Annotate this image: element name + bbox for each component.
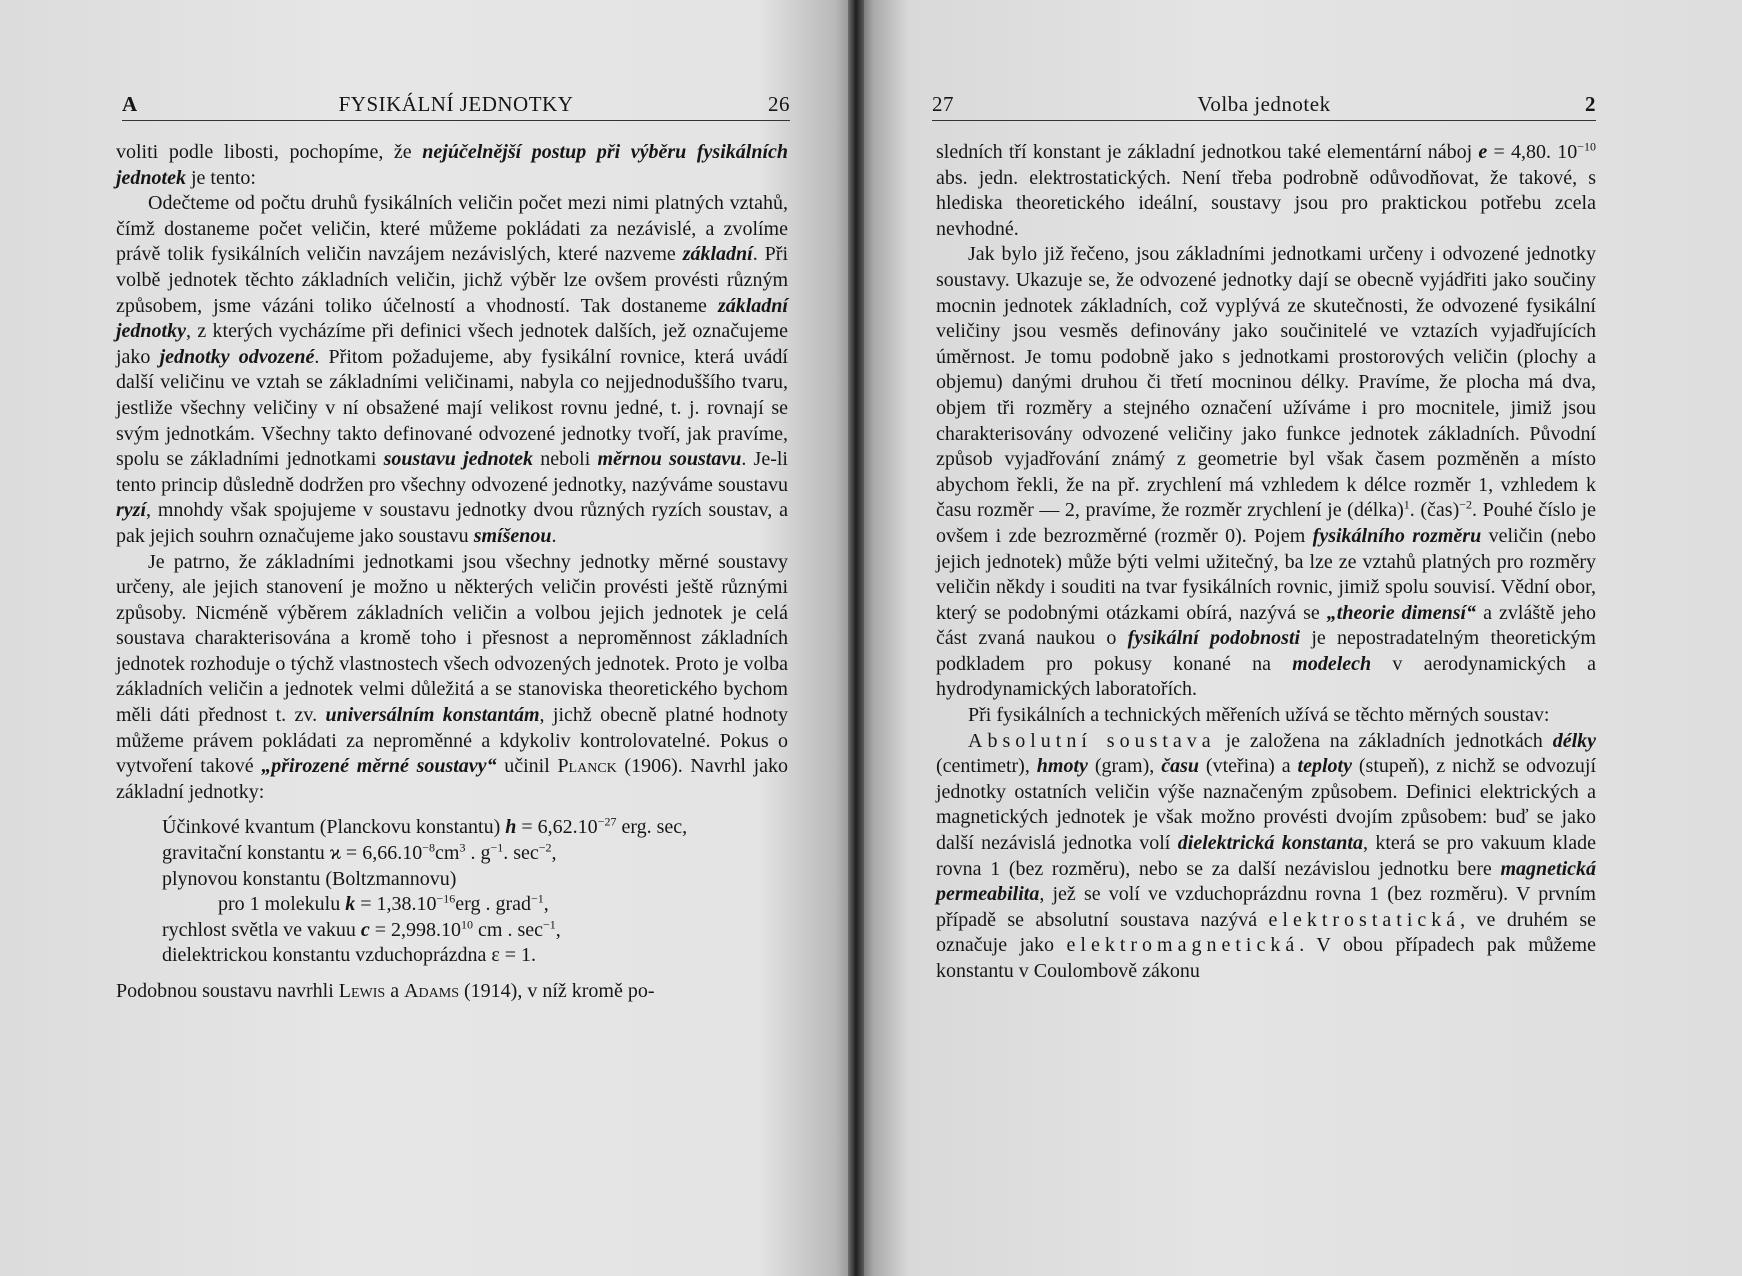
text-run: , mnohdy však spojujeme v soustavu jednotky dvou různých ryzích soustav, a pak jejich souhrn označujeme jako soustavu <box>116 499 788 547</box>
exponent: 10 <box>461 917 474 932</box>
text-run: a zvláště jeho část zvaná naukou o <box>936 601 1596 650</box>
text-run: . (čas) <box>1409 499 1460 522</box>
text-run: = 6,62.10 <box>516 816 598 839</box>
text-run: Odečteme od počtu druhů fysikálních veličin počet mezi nimi platných vztahů, čímž dostaneme počet veličin, které můžeme pokládati za nezávislé, a zvolíme právě tolik fysikálních veličin navzájem nezávislých, které nazveme <box>116 192 788 266</box>
text-run: = 4,80. 10 <box>1487 141 1578 163</box>
emphasis-text: jednotky odvozené <box>159 345 315 368</box>
text-run: je tento: <box>186 166 256 189</box>
text-run: (vteřina) a <box>1198 755 1298 778</box>
text-run: gravitační konstantu ϰ = 6,66.10 <box>162 842 423 865</box>
text-run: , <box>555 918 561 941</box>
text-run: erg. sec, <box>616 816 688 839</box>
text-run: abs. jedn. elektrostatických. Není třeba podrobně odůvodňovat, že takové, s hlediska theoretického ideální, soustavy jsou pro praktickou potřebu zcela nevhodné. <box>936 166 1596 240</box>
emphasis-text: soustavu jednotek <box>383 448 534 471</box>
right-running-head <box>932 92 1596 121</box>
formula-line-f6 <box>162 943 788 969</box>
paragraph-p4 <box>116 979 788 1005</box>
paragraph-r2 <box>936 242 1596 703</box>
text-run: erg . grad <box>455 893 531 916</box>
text-run: Jak bylo již řečeno, jsou základními jednotkami určeny i odvozené jednotky soustavy. Ukazuje se, že odvozené jednotky dají se obecně vyjádřiti jako součiny mocnin jednotek základních, což vyplývá ze skutečnosti, že odvozené fysikální veličiny jsou vesměs definovány jako součinitelé ve vztazích vyjadřujících úměrnost. Je tomu podobně jako s jednotkami prostorových veličin (plochy a objemu) danými druhou či třetí mocninou délky. Pravíme, že plocha má dva, objem tři rozměry a stejného označení užíváme i pro mocnitele, jimiž jsou charakterisovány odvozené veličiny jako funkce jednotek základních. Původní způsob vyjadřování známý z geometrie byl však časem pozměněn a místo abychom řekli, že na př. zrychlení má vzhledem k délce rozměr 1, vzhledem k času rozměr — 2, pravíme, že rozměr zrychlení je (délka) <box>936 243 1596 522</box>
emphasis-text: měrnou soustavu <box>597 448 742 471</box>
exponent: −27 <box>597 814 617 829</box>
exponent: −2 <box>1459 497 1473 512</box>
exponent: 1 <box>1403 497 1410 512</box>
emphasis-text: základní <box>682 243 753 266</box>
exponent: −8 <box>422 840 435 855</box>
emphasis-text: magnetická permeabilita <box>936 857 1596 906</box>
text-run: cm . sec <box>473 918 543 941</box>
text-run: elektrostatická <box>1268 908 1461 931</box>
text-run: , <box>551 842 557 865</box>
text-run: . Při volbě jednotek těchto základních veličin, jichž výběr lze ovšem provésti různým způsobem, jsme vázáni toliko účelností a vhodností. Tak dostaneme <box>116 243 788 317</box>
emphasis-text: ryzí <box>116 499 146 522</box>
emphasis-text: „theorie dimensí“ <box>1326 601 1477 624</box>
formula-line-f1 <box>162 815 788 841</box>
book-spine <box>848 0 864 1276</box>
emphasis-text: c <box>360 918 370 941</box>
text-run: veličin (nebo jejich jednotek) může býti velmi užitečný, ba lze ze vztahů platných pro rozměry veličin někdy i souditi na tvar fysikálních rovnic, jimiž spolu souvisí. Vědní obor, který se podobnými otázkami obírá, nazývá se <box>936 524 1596 624</box>
text-run: Podobnou soustavu navrhli <box>116 980 339 1002</box>
paragraph-r3 <box>936 703 1596 729</box>
emphasis-text: smíšenou <box>473 524 552 547</box>
text-run: v aerodynamických a hydrodynamických laboratořích. <box>936 652 1596 701</box>
right-paragraphs <box>936 140 1596 985</box>
text-run: , jichž obecně platné hodnoty můžeme právem pokládati za neproměnné a kdykoliv kontrolovatelné. Pokus o vytvoření takové <box>116 704 788 778</box>
emphasis-text: fysikálního rozměru <box>1312 524 1482 547</box>
text-run: , jež se volí ve vzduchoprázdnu rovna 1 (bez rozměru). V prvním případě se absolutní soustava nazývá <box>936 883 1596 931</box>
emphasis-text: „přirozené měrné soustavy“ <box>261 755 497 778</box>
right-page-number: 27 <box>932 92 954 116</box>
formula-line-f2 <box>162 841 788 867</box>
text-run: = 2,998.10 <box>369 918 462 941</box>
left-body-text <box>116 140 788 1005</box>
formula-line-f3 <box>162 867 788 893</box>
text-run: je založena na základních jednotkách <box>1215 729 1553 752</box>
text-run: dielektrickou konstantu vzduchoprázdna ε = 1. <box>162 944 537 967</box>
text-run: Absolutní soustava <box>968 729 1216 752</box>
text-run: . Přitom požadujeme, aby fysikální rovnice, která uvádí další veličinu ve vztah se základními veličinami, nabyla co nejjednoduššího tvaru, jestliže všechny veličiny v ní obsažené mají velikost rovnu jedné, t. j. rovnají se svým jednotkám. Všechny takto definované odvozené jednotky tvoří, jak pravíme, spolu se základními jednotkami <box>116 345 788 471</box>
left-paragraphs <box>116 140 788 805</box>
text-run: plynovou konstantu (Boltzmannovu) <box>162 867 457 890</box>
emphasis-text: dielektrická konstanta <box>1177 832 1363 855</box>
left-running-head <box>122 92 790 121</box>
emphasis-text: času <box>1161 755 1199 778</box>
text-run: , ve druhém se označuje jako <box>936 908 1596 957</box>
author-name: Adams <box>404 980 460 1002</box>
right-section-number: 2 <box>1585 92 1596 116</box>
emphasis-text: teploty <box>1297 755 1352 778</box>
text-run: cm <box>435 842 460 865</box>
formula-line-f4 <box>162 892 788 918</box>
text-run: , z kterých vycházíme při definici všech jednotek dalších, jež označujeme jako <box>116 320 788 368</box>
text-run: rychlost světla ve vakuu <box>162 918 361 941</box>
text-run: . Pouhé číslo je ovšem i zde bezrozměrné (rozměr 0). Pojem <box>936 499 1596 547</box>
author-name: Planck <box>557 755 617 778</box>
emphasis-text: fysikální podobnosti <box>1127 627 1301 650</box>
text-run: . V obou případech pak můžeme konstantu v Coulombově zákonu <box>936 934 1596 982</box>
text-run: = 1,38.10 <box>355 893 437 916</box>
text-run: neboli <box>533 448 598 471</box>
left-closing-paragraph <box>116 979 788 1005</box>
author-name: Lewis <box>338 980 386 1002</box>
emphasis-text: k <box>345 893 356 916</box>
text-run: , která se pro vakuum klade rovna 1 (bez rozměru), nebo se za další nezávislou jednotku bere <box>936 832 1596 880</box>
text-run: . sec <box>503 842 539 865</box>
text-run: (1906). Navrhl jako základní jednotky: <box>116 755 789 803</box>
exponent: −1 <box>543 917 556 932</box>
text-run: (stupeň), z nichž se odvozují jednotky ostatních veličin výše naznačeným způsobem. Definici elektrických a magnetických jednotek je však možno provésti dvojím způsobem: buď se jako další nezávislá jednotka volí <box>936 755 1596 855</box>
paragraph-p1 <box>116 140 788 191</box>
paragraph-p3 <box>116 550 788 806</box>
emphasis-text: modelech <box>1292 652 1372 675</box>
text-run: je nepostradatelným theoretickým podkladem pro pokusy konané na <box>936 627 1596 675</box>
paragraph-r1 <box>936 140 1596 242</box>
left-chapter-title: FYSIKÁLNÍ JEDNOTKY <box>338 92 574 116</box>
text-run: . <box>551 524 557 547</box>
exponent: −2 <box>538 840 552 855</box>
text-run: sledních tří konstant je základní jednotkou také elementární náboj <box>936 141 1479 163</box>
paragraph-p2 <box>116 191 788 549</box>
left-page <box>0 0 862 1276</box>
text-run: (gram), <box>1087 755 1162 778</box>
text-run: voliti podle libosti, pochopíme, že <box>116 141 423 163</box>
right-chapter-title: Volba jednotek <box>1197 92 1331 116</box>
emphasis-text: nejúčelnější postup při výběru fysikálních jednotek <box>116 141 789 189</box>
exponent: −1 <box>531 891 544 906</box>
right-page <box>856 0 1742 1276</box>
exponent: −1 <box>490 840 504 855</box>
text-run: Při fysikálních a technických měřeních užívá se těchto měrných soustav: <box>968 704 1550 727</box>
emphasis-text: délky <box>1552 729 1596 752</box>
emphasis-text: e <box>1478 141 1488 163</box>
exponent: −16 <box>436 891 456 906</box>
emphasis-text: hmoty <box>1036 755 1088 778</box>
exponent: 3 <box>459 840 466 855</box>
text-run: a <box>385 980 405 1002</box>
left-section-letter: A <box>122 92 138 116</box>
text-run: (1914), v níž kromě po- <box>459 980 655 1002</box>
emphasis-text: universálním konstantám <box>325 704 540 727</box>
text-run: Účinkové kvantum (Planckovu konstantu) <box>162 816 506 839</box>
right-body-text <box>936 140 1596 985</box>
text-run: Je patrno, že základními jednotkami jsou všechny jednotky měrné soustavy určeny, ale jejich stanovení je možno u některých veličin provésti ještě různými způsoby. Nicméně výběrem základních veličin a volbou jejich jednotek je celá soustava charakterisována a kromě toho i přesnost a neproměnnost základních jednotek rozhoduje o týchž vlastnostech všech odvozených jednotek. Proto je volba základních veličin a jednotek velmi důležitá a se stanoviska theoretického bychom měli dáti přednost t. zv. <box>116 550 788 727</box>
text-run: . Je-li tento princip důsledně dodržen pro všechny odvozené jednotky, nazýváme soustavu <box>116 448 788 496</box>
text-run: , <box>543 893 549 916</box>
text-run: (centimetr), <box>936 755 1037 778</box>
text-run: elektromagnetická <box>1066 934 1300 957</box>
left-page-number: 26 <box>768 92 790 116</box>
paragraph-r4 <box>936 729 1596 985</box>
exponent: −10 <box>1577 139 1596 154</box>
text-run: učinil <box>496 755 558 778</box>
text-run: pro 1 molekulu <box>218 893 346 916</box>
planck-units-formula <box>162 815 788 969</box>
emphasis-text: základní jednotky <box>116 294 788 343</box>
emphasis-text: h <box>505 816 517 839</box>
formula-line-f5 <box>162 918 788 944</box>
text-run: . g <box>465 842 491 865</box>
